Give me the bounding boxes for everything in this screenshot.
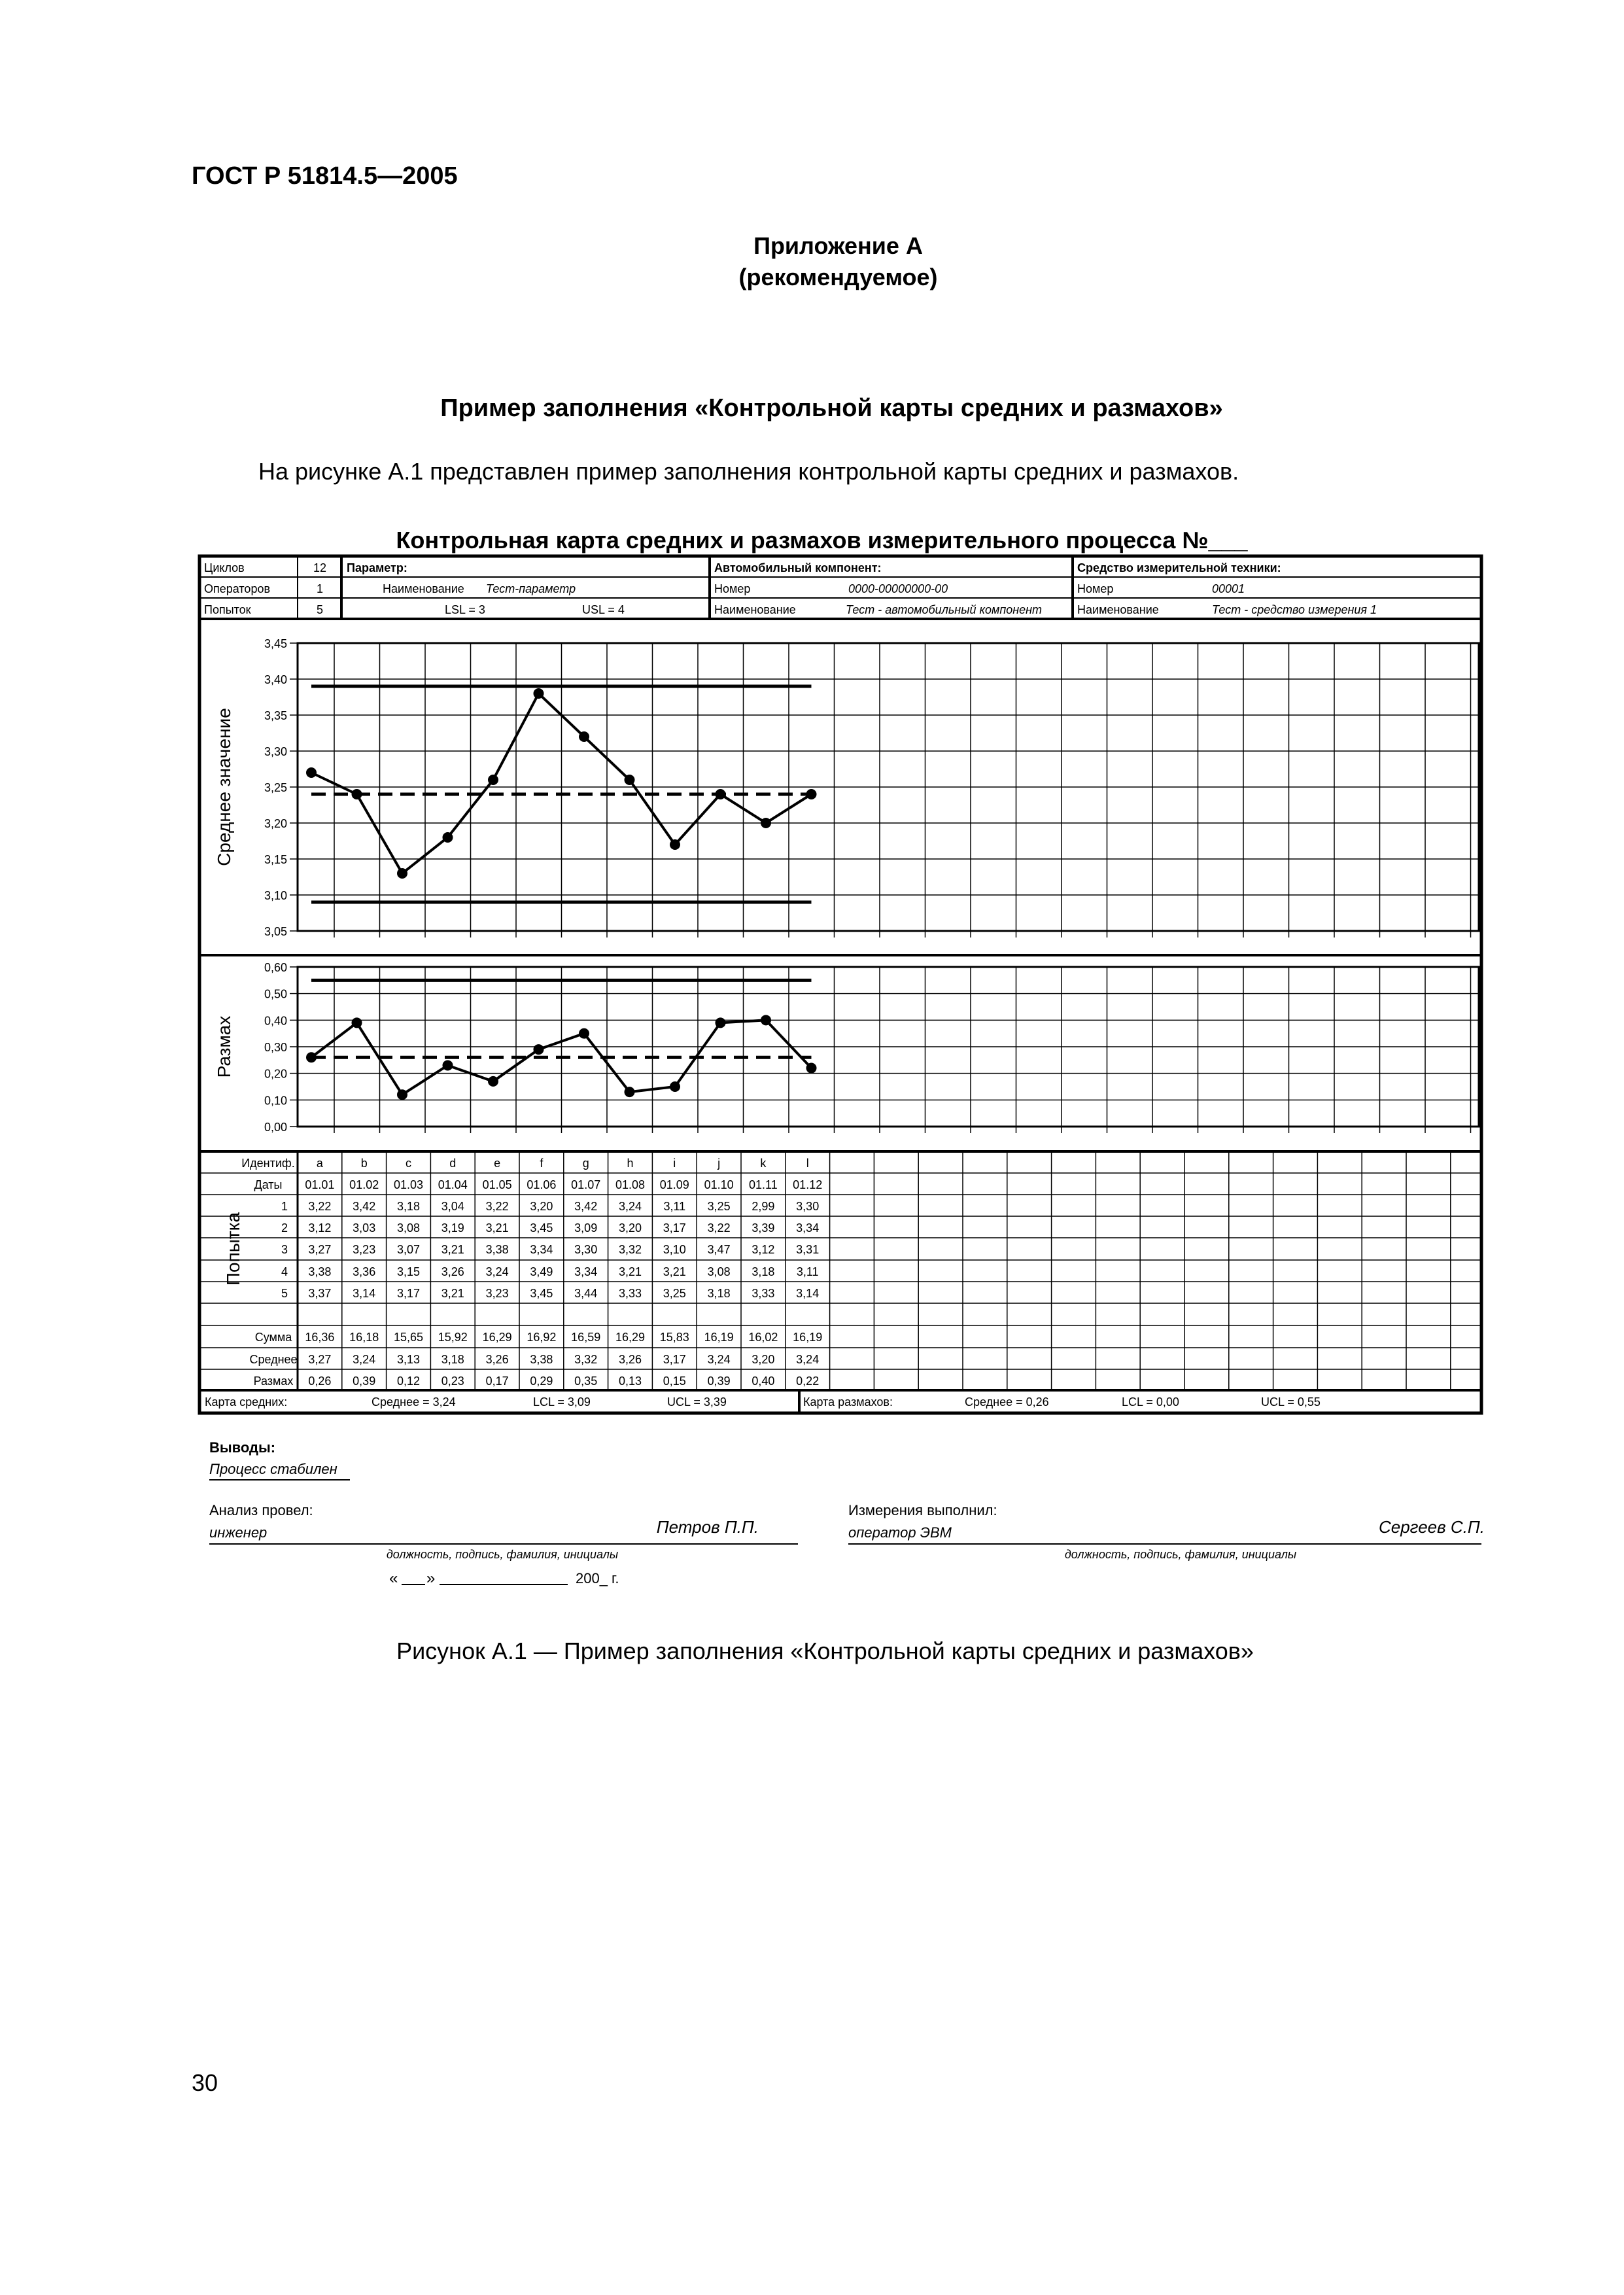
analysis-name: Петров П.П. [656, 1517, 759, 1537]
ident-cell: b [360, 1157, 368, 1170]
y-tick-label: 3,05 [264, 925, 287, 938]
mean-label: Среднее [249, 1353, 298, 1366]
attempt-axis-label: Попытка [223, 1212, 243, 1286]
measurement-cell: 3,22 [485, 1200, 509, 1213]
data-point-g [579, 731, 589, 742]
range-cell: 0,35 [574, 1375, 598, 1388]
measurement-cell: 3,34 [530, 1243, 553, 1256]
measurement-cell: 3,21 [441, 1243, 464, 1256]
date-cell: 01.01 [305, 1178, 335, 1191]
data-point-k [761, 1015, 771, 1025]
ident-cell: f [540, 1157, 544, 1170]
data-point-e [488, 1076, 498, 1087]
mean-card-label: Карта средних: [205, 1395, 288, 1409]
measurement-cell: 3,17 [663, 1221, 686, 1235]
analysis-hint: должность, подпись, фамилия, инициалы [386, 1548, 619, 1561]
measurement-cell: 3,18 [752, 1265, 775, 1278]
sum-cell: 16,92 [527, 1331, 557, 1344]
component-name: Тест - автомобильный компонент [846, 603, 1043, 616]
mean-cell: 3,26 [618, 1353, 642, 1366]
range-cell: 0,13 [618, 1375, 642, 1388]
ident-cell: l [806, 1157, 809, 1170]
tool-number-label: Номер [1077, 582, 1114, 595]
sum-cell: 16,18 [349, 1331, 379, 1344]
y-tick-label: 0,00 [264, 1121, 287, 1134]
measurement-cell: 2,99 [752, 1200, 775, 1213]
measurement-cell: 3,15 [396, 1265, 421, 1278]
measurement-cell: 3,17 [396, 1287, 421, 1300]
data-point-d [443, 832, 453, 843]
measurement-cell: 3,23 [353, 1243, 376, 1256]
data-point-e [488, 775, 498, 785]
sum-cell: 15,92 [438, 1331, 468, 1344]
data-point-l [806, 789, 817, 799]
conclusions-label: Выводы: [209, 1439, 276, 1456]
y-tick-label: 3,10 [264, 889, 287, 902]
sum-cell: 16,19 [793, 1331, 823, 1344]
operators-label: Операторов [204, 582, 271, 595]
range-card-lcl: LCL = 0,00 [1122, 1395, 1179, 1409]
cycles-value: 12 [313, 561, 327, 574]
y-tick-label: 3,30 [264, 745, 287, 758]
measurement-cell: 3,31 [796, 1243, 820, 1256]
measurement-cell: 3,10 [663, 1243, 686, 1256]
date-open-quote: « [389, 1569, 398, 1587]
dates-label: Даты [254, 1178, 283, 1191]
measurement-cell: 3,20 [618, 1221, 642, 1235]
measurement-cell: 3,49 [530, 1265, 553, 1278]
ident-cell: j [717, 1157, 721, 1170]
appendix-title: Приложение А [753, 232, 923, 259]
mean-card-ucl: UCL = 3,39 [667, 1395, 727, 1409]
y-tick-label: 3,40 [264, 673, 287, 686]
mean-cell: 3,27 [308, 1353, 332, 1366]
y-tick-label: 3,15 [264, 853, 287, 866]
appendix-status: (рекомендуемое) [738, 264, 938, 290]
range-cell: 0,23 [441, 1375, 464, 1388]
measurement-cell: 3,37 [308, 1287, 332, 1300]
conclusions-text: Процесс стабилен [209, 1461, 337, 1477]
tool-number: 00001 [1212, 582, 1245, 595]
measurement-cell: 3,21 [441, 1287, 464, 1300]
param-name-label: Наименование [383, 582, 464, 595]
date-cell: 01.06 [527, 1178, 557, 1191]
y-tick-label: 3,20 [264, 817, 287, 830]
document-header: ГОСТ Р 51814.5—2005 [192, 162, 458, 190]
data-point-a [306, 1052, 317, 1062]
y-tick-label: 0,60 [264, 961, 287, 974]
tool-name-label: Наименование [1077, 603, 1159, 616]
card-title: Контрольная карта средних и размахов измерительного процесса №___ [396, 527, 1248, 553]
mean-card-lcl: LCL = 3,09 [533, 1395, 591, 1409]
measurement-cell: 3,24 [485, 1265, 509, 1278]
attempt-number: 5 [281, 1287, 288, 1300]
mean-cell: 3,26 [485, 1353, 509, 1366]
measurement-cell: 3,24 [618, 1200, 642, 1213]
range-cell: 0,17 [485, 1375, 509, 1388]
tool-label: Средство измерительной техники: [1077, 561, 1281, 574]
y-tick-label: 0,30 [264, 1041, 287, 1054]
attempts-value: 5 [316, 603, 324, 616]
measurement-cell: 3,22 [707, 1221, 731, 1235]
range-card-label: Карта размахов: [803, 1395, 893, 1409]
measurement-cell: 3,14 [796, 1287, 820, 1300]
date-cell: 01.10 [704, 1178, 734, 1191]
data-point-c [397, 1089, 407, 1100]
ident-label: Идентиф. [241, 1157, 295, 1170]
ident-cell: e [494, 1157, 501, 1170]
measurement-cell: 3,45 [530, 1287, 553, 1300]
tool-name: Тест - средство измерения 1 [1212, 603, 1377, 616]
range-cell: 0,40 [752, 1375, 775, 1388]
sum-cell: 15,65 [393, 1331, 424, 1344]
y-axis-label: Размах [214, 1015, 234, 1078]
sum-cell: 16,29 [482, 1331, 512, 1344]
section-title: Пример заполнения «Контрольной карты средних и размахов» [440, 394, 1223, 422]
data-point-h [625, 775, 635, 785]
mean-cell: 3,32 [574, 1353, 598, 1366]
y-tick-label: 0,50 [264, 987, 287, 1001]
sum-label: Сумма [254, 1331, 292, 1344]
measurement-cell: 3,11 [796, 1265, 819, 1278]
mean-cell: 3,24 [796, 1353, 820, 1366]
data-point-i [670, 839, 680, 850]
data-point-j [716, 1017, 726, 1028]
measurement-cell: 3,08 [396, 1221, 421, 1235]
measured-position: оператор ЭВМ [848, 1524, 952, 1541]
measurement-cell: 3,21 [485, 1221, 509, 1235]
attempts-label: Попыток [204, 603, 251, 616]
measurement-cell: 3,44 [574, 1287, 598, 1300]
data-point-l [806, 1063, 817, 1074]
measured-hint: должность, подпись, фамилия, инициалы [1064, 1548, 1297, 1561]
mean-cell: 3,24 [353, 1353, 376, 1366]
sum-cell: 15,83 [659, 1331, 689, 1344]
date-cell: 01.05 [482, 1178, 512, 1191]
analysis-label: Анализ провел: [209, 1502, 313, 1518]
measurement-cell: 3,47 [707, 1243, 731, 1256]
measurement-cell: 3,07 [396, 1243, 421, 1256]
cycles-label: Циклов [204, 561, 245, 574]
measurement-cell: 3,32 [618, 1243, 642, 1256]
data-point-g [579, 1028, 589, 1039]
y-tick-label: 0,20 [264, 1067, 287, 1081]
measurement-cell: 3,30 [796, 1200, 820, 1213]
data-point-k [761, 818, 771, 828]
data-point-j [716, 789, 726, 799]
range-cell: 0,15 [663, 1375, 686, 1388]
component-number: 0000-00000000-00 [848, 582, 948, 595]
operators-value: 1 [316, 582, 324, 595]
measurement-cell: 3,30 [574, 1243, 598, 1256]
measurement-cell: 3,38 [485, 1243, 509, 1256]
measurement-cell: 3,14 [353, 1287, 376, 1300]
measured-label: Измерения выполнил: [848, 1502, 997, 1518]
measurement-cell: 3,45 [530, 1221, 553, 1235]
measurement-cell: 3,03 [353, 1221, 376, 1235]
ident-cell: i [673, 1157, 676, 1170]
analysis-position: инженер [209, 1524, 268, 1541]
measurement-cell: 3,12 [752, 1243, 775, 1256]
date-cell: 01.03 [393, 1178, 424, 1191]
measurement-cell: 3,25 [707, 1200, 731, 1213]
date-cell: 01.08 [615, 1178, 646, 1191]
mean-cell: 3,38 [530, 1353, 553, 1366]
y-tick-label: 3,25 [264, 781, 287, 794]
date-cell: 01.04 [438, 1178, 468, 1191]
data-point-f [534, 1044, 544, 1055]
y-axis-label: Среднее значение [214, 708, 234, 866]
date-cell: 01.02 [349, 1178, 379, 1191]
measurement-cell: 3,34 [796, 1221, 820, 1235]
range-cell: 0,29 [530, 1375, 553, 1388]
sum-cell: 16,29 [615, 1331, 646, 1344]
date-cell: 01.07 [571, 1178, 601, 1191]
measured-name: Сергеев С.П. [1378, 1517, 1485, 1537]
mean-cell: 3,17 [663, 1353, 686, 1366]
measurement-cell: 3,11 [663, 1200, 686, 1213]
range-cell: 0,12 [396, 1375, 421, 1388]
sum-cell: 16,36 [305, 1331, 335, 1344]
range-card-average: Среднее = 0,26 [965, 1395, 1049, 1409]
y-tick-label: 3,45 [264, 637, 287, 650]
mean-cell: 3,18 [441, 1353, 464, 1366]
measurement-cell: 3,42 [353, 1200, 376, 1213]
measurement-cell: 3,33 [618, 1287, 642, 1300]
data-point-c [397, 868, 407, 879]
mean-card-average: Среднее = 3,24 [371, 1395, 456, 1409]
mean-cell: 3,24 [707, 1353, 731, 1366]
page-number: 30 [192, 2069, 218, 2096]
sum-cell: 16,59 [571, 1331, 601, 1344]
measurement-cell: 3,34 [574, 1265, 598, 1278]
measurement-cell: 3,04 [441, 1200, 464, 1213]
range-cell: 0,26 [308, 1375, 332, 1388]
measurement-cell: 3,18 [707, 1287, 731, 1300]
data-point-b [352, 1017, 362, 1028]
measurement-cell: 3,20 [530, 1200, 553, 1213]
date-cell: 01.11 [749, 1178, 778, 1191]
range-cell: 0,39 [353, 1375, 376, 1388]
ident-cell: d [449, 1157, 457, 1170]
usl-value: USL = 4 [582, 603, 625, 616]
data-point-b [352, 789, 362, 799]
sum-cell: 16,19 [704, 1331, 734, 1344]
figure-caption: Рисунок А.1 — Пример заполнения «Контрольной карты средних и размахов» [396, 1638, 1254, 1664]
date-cell: 01.09 [659, 1178, 689, 1191]
measurement-cell: 3,08 [707, 1265, 731, 1278]
data-point-d [443, 1060, 453, 1070]
y-tick-label: 3,35 [264, 709, 287, 722]
ident-cell: g [582, 1157, 589, 1170]
y-tick-label: 0,40 [264, 1014, 287, 1028]
data-point-a [306, 767, 317, 778]
range-cell: 0,39 [707, 1375, 731, 1388]
range-label: Размах [253, 1375, 294, 1388]
sum-cell: 16,02 [748, 1331, 778, 1344]
range-card-ucl: UCL = 0,55 [1261, 1395, 1321, 1409]
measurement-cell: 3,26 [441, 1265, 464, 1278]
measurement-cell: 3,25 [663, 1287, 686, 1300]
data-point-i [670, 1081, 680, 1092]
measurement-cell: 3,21 [663, 1265, 686, 1278]
param-name: Тест-параметр [486, 582, 576, 595]
measurement-cell: 3,21 [618, 1265, 642, 1278]
intro-paragraph: На рисунке А.1 представлен пример заполнения контрольной карты средних и размахов. [258, 458, 1239, 485]
date-year: 200_ г. [576, 1570, 619, 1586]
range-cell: 0,22 [796, 1375, 820, 1388]
component-name-label: Наименование [714, 603, 796, 616]
data-point-f [534, 688, 544, 699]
param-label: Параметр: [347, 561, 407, 574]
attempt-number: 3 [281, 1243, 288, 1256]
measurement-cell: 3,12 [308, 1221, 332, 1235]
measurement-cell: 3,22 [308, 1200, 332, 1213]
date-close-quote: » [426, 1569, 436, 1587]
ident-cell: a [316, 1157, 323, 1170]
ident-cell: c [406, 1157, 411, 1170]
measurement-cell: 3,23 [485, 1287, 509, 1300]
attempt-number: 1 [281, 1200, 288, 1213]
ident-cell: h [627, 1157, 634, 1170]
attempt-number: 4 [281, 1265, 288, 1278]
component-number-label: Номер [714, 582, 751, 595]
measurement-cell: 3,18 [396, 1200, 421, 1213]
measurement-cell: 3,39 [752, 1221, 775, 1235]
measurement-cell: 3,33 [752, 1287, 775, 1300]
component-label: Автомобильный компонент: [714, 561, 882, 574]
y-tick-label: 0,10 [264, 1094, 287, 1108]
measurement-cell: 3,27 [308, 1243, 332, 1256]
attempt-number: 2 [281, 1221, 288, 1235]
mean-cell: 3,20 [752, 1353, 775, 1366]
measurement-cell: 3,19 [441, 1221, 464, 1235]
lsl-value: LSL = 3 [445, 603, 485, 616]
data-point-h [625, 1087, 635, 1097]
ident-cell: k [760, 1157, 767, 1170]
mean-cell: 3,13 [396, 1353, 421, 1366]
measurement-cell: 3,38 [308, 1265, 332, 1278]
measurement-cell: 3,42 [574, 1200, 598, 1213]
measurement-cell: 3,09 [574, 1221, 598, 1235]
measurement-cell: 3,36 [353, 1265, 376, 1278]
date-cell: 01.12 [793, 1178, 823, 1191]
